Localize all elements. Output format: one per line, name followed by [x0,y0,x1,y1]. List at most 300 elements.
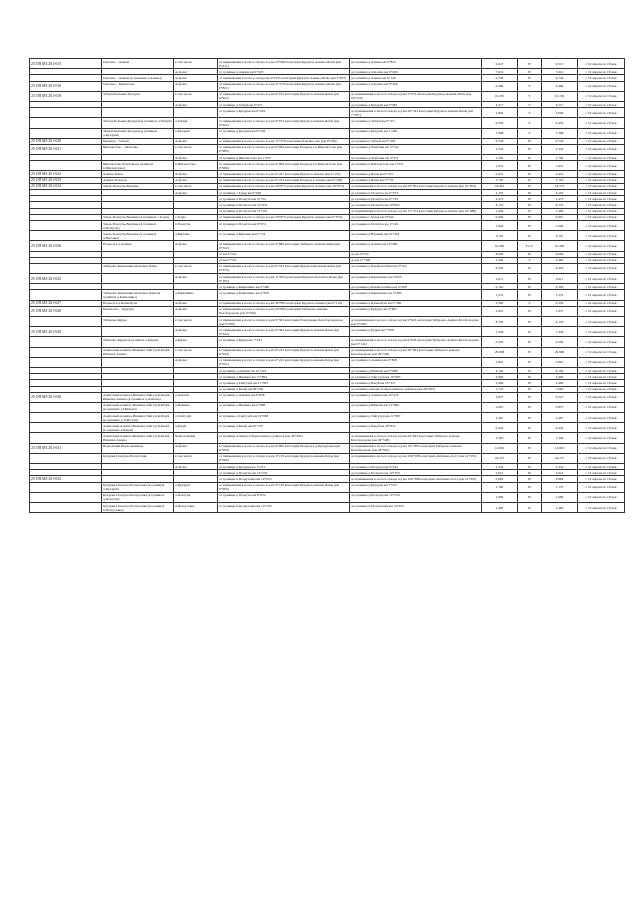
table-row [30,317,625,327]
id-cell [30,337,102,347]
name-cell: Шиловстово-Чаштовы (в границах п.Шиловстово) [102,161,174,171]
type-cell: Асфальт [174,69,218,75]
from-cell: от примыкания к полосе отвода а/д км 17+350 категории Ольгино-Зал (км 0+596) [218,138,350,144]
period-cell: с 19 апреля по 18 мая [578,464,625,470]
length2-cell: 8,150 [542,317,578,327]
type-cell: Асфальт [174,306,218,316]
id-cell: 25 OП MЗ 201-025 [30,274,102,284]
name-cell: Забауй-Большие Кулдуки (в границах д.Кулдуки) [102,128,174,138]
name-cell [102,327,174,337]
length-cell: 0,900 [482,214,518,220]
from-cell: от примыкания к полосе отвода а/д км 0+222 категории Курумоч-Азиана-Ялпы (км 0+022) [218,347,350,357]
id-cell: 25 OП MЗ 201-016 [30,81,102,91]
name-cell: Забауй-Большие Кулдуки [102,91,174,101]
period-cell: с 19 апреля по 18 мая [578,241,625,251]
type-cell: п.Полеутовка [174,502,218,512]
length2-cell: 1,274 [542,290,578,300]
period-cell: с 19 апреля по 18 мая [578,91,625,101]
table-row [30,118,625,128]
type-cell: д.Кулдуки [174,482,218,492]
from-cell: от примыкания к полосе отвода а/д км 9+302 категории Поворзнево-Белобородовское (км 0+280) [218,317,350,327]
category-cell: IV [518,202,542,208]
length-cell: 4,153 [482,190,518,196]
from-cell: от границы п.Полеутовка км 10+350 [218,502,350,512]
id-cell: 25 OП MЗ 201-027 [30,300,102,306]
type-cell: в том числе [174,453,218,463]
id-cell [30,357,102,367]
type-cell: в том числе [174,317,218,327]
period-cell: с 19 апреля по 18 мая [578,183,625,189]
from-cell: от примыкания к полосе отвода а/д км 21+033 категории Курумоч-Азиана-Ялпы (км 0+821) [218,81,350,91]
length-cell: 8,000 [482,251,518,257]
name-cell: Азиана-Подъезд [102,177,174,183]
to-cell: до границы д.Чаштовы км 3+311 [350,155,482,161]
period-cell: с 19 апреля по 18 мая [578,482,625,492]
length2-cell: 8,000 [542,251,578,257]
period-cell: с 19 апреля по 18 мая [578,274,625,284]
length2-cell: 0,517 [542,59,578,69]
length-cell: 0,647 [482,59,518,69]
category-cell: IV [518,251,542,257]
type-cell [174,108,218,118]
length-cell: 10,200 [482,241,518,251]
name-cell: Азиатовый-Азиатка-Ишмаил-Тайгучуй-Бачуй-Ишмаил-Азиана (в границах д.Азиатка) [102,392,174,402]
name-cell: Кулдуки-Полеуты-Полеутовка (в границах д.Полеуты) [102,492,174,502]
to-cell: до границы п.Полеуты км 0+734 [350,196,482,202]
name-cell: Шиловстово – Чаштовы [102,144,174,154]
from-cell: от км 0+552 [218,257,350,263]
length-cell: 4,911 [482,274,518,284]
name-cell [102,357,174,367]
category-cell: IV [518,413,542,423]
category-cell: IV [518,220,542,230]
to-cell: до границы п.Полеуты км 0+074 [350,190,482,196]
length2-cell: 0,882 [542,476,578,482]
period-cell: с 19 апреля по 18 мая [578,327,625,337]
period-cell: с 19 апреля по 18 мая [578,347,625,357]
length2-cell: 3,763 [542,177,578,183]
category-cell: IV [518,374,542,380]
to-cell: до границы д.Кирюшино км 4+635 [350,274,482,284]
from-cell: от границы д.Азиатка км 0+828 [218,392,350,402]
table-row [30,144,625,154]
type-cell: в том числе [174,347,218,357]
period-cell: с 19 апреля по 18 мая [578,476,625,482]
id-cell: 25 OП MЗ 201-026 [30,241,102,251]
from-cell: от границы д.Бачуй км 25+357 [218,423,350,433]
length-cell: 1,592 [482,155,518,161]
from-cell: от границы д.Кулдуки км 0+108 [218,128,350,138]
length2-cell: 6,403 [542,263,578,273]
category-cell: IV [518,290,542,300]
length-cell: 0,459 [482,118,518,128]
category-cell: IV [518,306,542,316]
type-cell: д.Забауй [174,118,218,128]
length2-cell: 0,442 [542,423,578,433]
name-cell: Подъезд к д.Азиана [102,241,174,251]
to-cell: до примыкания к полосе отвода а/д км 29+854 категории Курумоч-Азиана (км 10+854) [350,183,482,189]
name-cell: Зонда-Полеуты-Верхние (в границах д.Верхние) [102,231,174,241]
period-cell: с 19 апреля по 18 мая [578,155,625,161]
category-cell: IV [518,380,542,386]
type-cell: Асфальт [174,101,218,107]
id-cell: 25 OП MЗ 201-015 [30,59,102,69]
table-row [30,263,625,273]
category-cell: V [518,81,542,91]
length-cell: 3,460 [482,380,518,386]
type-cell: Асфальт [174,171,218,177]
table-row [30,413,625,423]
name-cell: Зонда-Полеуты-Верхние (в границах п.Полеуты) [102,220,174,230]
length-cell: 4,517 [482,101,518,107]
id-cell: 25 OП MЗ 201-028 [30,306,102,316]
length-cell: 5,614 [482,470,518,476]
length-cell: 1,464 [482,208,518,214]
category-cell: IV [518,155,542,161]
period-cell: с 19 апреля по 18 мая [578,108,625,118]
category-cell: IV [518,357,542,367]
name-cell: Азиатовый-Азиатка-Ишмаил-Тайгучуй-Бачуй (в границах д.Ишмаил) [102,402,174,412]
from-cell: от границы д.Забауй км 0+471 [218,101,350,107]
to-cell: до границы д.Азиатка км 0+828 [350,357,482,367]
length-cell: 0,163 [482,284,518,290]
length2-cell: 4,164 [542,367,578,373]
length2-cell: 5,861 [542,357,578,367]
length-cell: 0,110 [482,231,518,241]
table-row [30,81,625,91]
id-cell [30,108,102,118]
length-cell: 1,368 [482,128,518,138]
type-cell: Асфальт [174,177,218,183]
from-cell: от границы д.Азиана км 0+325 [218,69,350,75]
table-row [30,357,625,367]
period-cell: с 19 апреля по 18 мая [578,386,625,392]
type-cell: п.Полеуты [174,220,218,230]
length2-cell: 24,137 [542,453,578,463]
period-cell: с 19 апреля по 18 мая [578,380,625,386]
from-cell: от примыкания к полосе отвода а/д км 24+896 категории Тибарово-Азиана-Белобородово (км 0+260) [218,306,350,316]
from-cell: от границы Азиатка и Черноземного районов (км 29+303) [218,433,350,443]
from-cell: от границы п.Шиловстово км 1+637 [218,155,350,161]
to-cell: до границы д.Кулдуки км 1+465 [350,128,482,138]
road-restrictions-table [29,58,624,513]
table-row [30,306,625,316]
name-cell: Кирюша – Забауй [102,138,174,144]
length-cell: 2,200 [482,257,518,263]
to-cell: до границы д.Кудурча км 2+867 [350,306,482,316]
length2-cell: 0,359 [542,300,578,306]
period-cell: с 19 апреля по 18 мая [578,257,625,263]
from-cell: от примыкания к полосе отвода а/д км 9+302 категории Курумоч-Азиана-Ялпы (км 0+322) [218,327,350,337]
to-cell: до границы д.Кирюшино км 5+480 [350,290,482,300]
to-cell: до примыкания к полосе отвода а/д км 9+643 категории Тибарово-Азиана-Белобородово (км 0+141) [350,337,482,347]
period-cell: с 19 апреля по 18 мая [578,118,625,128]
category-cell: IV [518,482,542,492]
type-cell: Асфальт [174,357,218,367]
table-row [30,443,625,453]
to-cell: до границы д.Ишмаил км 0+868 [350,367,482,373]
period-cell: с 19 апреля по 18 мая [578,367,625,373]
length-cell: 0,882 [482,476,518,482]
table-row [30,492,625,502]
type-cell: в том числе [174,59,218,69]
from-cell: от границы д.Полеуты км 6+054 [218,492,350,502]
period-cell: с 19 апреля по 18 мая [578,392,625,402]
to-cell: до примыкания к полосе отвода а/д км 3+053 категории Курумоч-Азиана-Ялпы (км 09+225) [350,91,482,101]
length2-cell: 10,139 [542,91,578,101]
table-row [30,433,625,443]
length-cell: 2,857 [482,392,518,402]
length-cell: 12,801 [482,443,518,453]
to-cell: до км 11+548 [350,257,482,263]
from-cell: от границы д.Кулдуки км 0+459 [218,108,350,118]
to-cell: до примыкания к полосе отвода а/д км 29+843 категории Тибарово-Азиана-Белобородово (км 29+548) [350,347,482,357]
length2-cell: 5,614 [542,470,578,476]
category-cell: IV [518,208,542,214]
length2-cell: 4,517 [542,101,578,107]
length-cell: 3,763 [482,177,518,183]
id-cell: 25 OП MЗ 201-030 [30,392,102,402]
length-cell: 2,497 [482,413,518,423]
length2-cell: 1,060 [542,386,578,392]
id-cell [30,231,102,241]
to-cell: до границы д.Ишмаил км 15+864 [350,402,482,412]
to-cell: до границы п.Полеуты км 10+642 [350,202,482,208]
type-cell: д.Курри [174,337,218,347]
table-row [30,220,625,230]
name-cell: Тибарово-Кирюшино-Балашов Ялпы [102,263,174,273]
length2-cell: 3,900 [542,374,578,380]
length-cell: 10,235 [482,91,518,101]
length-cell: 7,458 [482,327,518,337]
type-cell: Асфальт [174,81,218,91]
to-cell: до границы д.Азиана км 0+120 [350,75,482,81]
length2-cell: 0,459 [542,118,578,128]
length-cell: 1,180 [482,482,518,492]
table-row [30,290,625,300]
to-cell: до примыкания к полосе отвода а/д км 100+388 категории «Кабакан-24-12 (км 14+935) [350,476,482,482]
length-cell: 1,274 [482,290,518,300]
from-cell: от границы д.Бачуй км 28+436 [218,386,350,392]
category-cell: IV [518,263,542,273]
length2-cell: 2,354 [542,464,578,470]
name-cell: Подъезд к д.Ялпы-Кузи [102,300,174,306]
period-cell: с 19 апреля по 18 мая [578,357,625,367]
length2-cell: 3,096 [542,108,578,118]
type-cell: д.Тайгучуй [174,413,218,423]
type-cell: Асфальт [174,300,218,306]
length2-cell: 4,255 [542,190,578,196]
from-cell: от границы п.Полеуты км 10+631 [218,202,350,208]
category-cell: IV [518,69,542,75]
id-cell: 25 OП MЗ 201-021 [30,144,102,154]
category-cell: IV [518,453,542,463]
table-row [30,347,625,357]
length2-cell: 1,951 [542,161,578,171]
to-cell: до границы д.Ялпы км 0+451 [350,171,482,177]
category-cell: IV [518,214,542,220]
type-cell: д.Ишмаил [174,402,218,412]
category-cell: IV [518,231,542,241]
to-cell: до границы д.Ольгино км 0+490 [350,81,482,91]
to-cell: до границы д.Бачуй км 25+357 [350,380,482,386]
from-cell: от примыкания к полосе отвода а/д км 0+437 категории Курумоч-Азиана (км 0+135) [218,171,350,177]
to-cell: до примыкания к полосе отвода а/д км 29+843 категории Тибарово-Азиана-Белобородово (км 29+548) [350,433,482,443]
length-cell: 4,164 [482,367,518,373]
length2-cell: 0,749 [542,75,578,81]
period-cell: с 19 апреля по 18 мая [578,413,625,423]
period-cell: с 19 апреля по 18 мая [578,443,625,453]
to-cell: до примыкания к полосе отвода а/д км 20+343 категории Курумоч-Азиана-Ялпы (км 7+297) [350,108,482,118]
from-cell: от примыкания к полосе отвода а/д км 0+222 категории Курумоч-Азиана-Ялпы (км 0+022) [218,357,350,367]
period-cell: с 19 апреля по 18 мая [578,402,625,412]
to-cell: до границы д.Полеуты км 6+054 [350,464,482,470]
period-cell: с 19 апреля по 18 мая [578,231,625,241]
length-cell: 0,442 [482,423,518,433]
length2-cell: 1,170 [542,482,578,492]
length2-cell: 0,901 [542,214,578,220]
name-cell [102,108,174,118]
to-cell: до границы с.Зонда км 0+940 [350,214,482,220]
period-cell: с 19 апреля по 18 мая [578,263,625,273]
to-cell: до границы д.Чаштовы км 3+544 [350,144,482,154]
table-row [30,128,625,138]
category-cell: IV [518,161,542,171]
category-cell: IV [518,476,542,482]
to-cell: до границы д.Тайгучуй км 21+897 [350,413,482,423]
from-cell: от примыкания к полосе отвода а/д км 25+980 категории Курумоч-Азиана-Ялпы (км 0+411) [218,59,350,69]
length-cell: 29,968 [482,347,518,357]
id-cell [30,433,102,443]
from-cell: от примыкания к полосе отвода а/д км 11+825 категории Курумоч-Балашов-Ялпы (км 0+182) [218,274,350,284]
name-cell: Кулдуки-Полеуты-Полеутовка (в границах п.Полеутовка) [102,502,174,512]
from-cell: от границы п.Полеутовка км 14+053 [218,476,350,482]
table-row [30,108,625,118]
to-cell: до примыкания к полосе отвода а/д км 9+643 категории Тибарово-Азиана-Белобородово (км 0+280) [350,317,482,327]
table-row [30,392,625,402]
period-cell: с 19 апреля по 18 мая [578,502,625,512]
to-cell: до границы д.Ольгино км 0+490 [350,69,482,75]
id-cell: 25 OП MЗ 201-029 [30,327,102,337]
from-cell: от границы д.Курри км 7+633 [218,337,350,347]
id-cell: 25 OП MЗ 201-018 [30,91,102,101]
length2-cell: 7,610 [542,69,578,75]
period-cell: с 19 апреля по 18 мая [578,128,625,138]
id-cell: 25 OП MЗ 201-024 [30,183,102,189]
from-cell: от границы д.Полеуты км 10+234 [218,470,350,476]
length2-cell: 2,473 [542,196,578,202]
id-cell: 25 OП MЗ 201-031 [30,443,102,453]
table-row [30,423,625,433]
from-cell: от границы п.Полеуты км 15+501 [218,208,350,214]
category-cell: IV [518,317,542,327]
name-cell: Тибарово-Курри [102,317,174,327]
from-cell: от примыкания к полосе отвода а/д км 30+885 категории Курумоч-Азиана (км 0+119) [218,300,350,306]
from-cell: от границы п.Полеуты км 0+734 [218,196,350,202]
id-cell: 25 OП MЗ 201-020 [30,138,102,144]
from-cell: от примыкания к полосе отвода а/д км 0+183 категории Курумоч-Балашов-Ялпы (км 0+073) [218,263,350,273]
from-cell: от примыкания к полосе отвода а/д км 29+875 категории Курумоч-Азиана (км 29+874) [218,183,350,189]
id-cell [30,161,102,171]
category-cell: IV [518,327,542,337]
id-cell [30,347,102,357]
from-cell: от границы д.Ишмаил км 15+864 [218,374,350,380]
name-cell: Забауй-Большие Кулдуки (в границах д.Забауй) [102,118,174,128]
type-cell: Асфальт [174,241,218,251]
period-cell: с 19 апреля по 18 мая [578,190,625,196]
type-cell: Асфальт [174,443,218,453]
length2-cell: 29,968 [542,347,578,357]
table-row [30,337,625,347]
category-cell: IV [518,171,542,177]
type-cell: в том числе [174,263,218,273]
category-cell: IV [518,464,542,470]
type-cell: Асфальт [174,155,218,161]
length-cell: 1,951 [482,161,518,171]
from-cell: от границы с.Зонда км 0+940 [218,190,350,196]
period-cell: с 19 апреля по 18 мая [578,317,625,327]
id-cell [30,502,102,512]
length-cell: 1,686 [482,492,518,502]
from-cell: от границы д.Кирюшино км 4+635 [218,290,350,300]
length-cell: 6,403 [482,263,518,273]
period-cell: с 19 апреля по 18 мая [578,337,625,347]
type-cell: д.Азиатка [174,392,218,402]
category-cell: IV [518,433,542,443]
id-cell [30,402,102,412]
length-cell: 2,544 [482,144,518,154]
to-cell: до км 0+552 [350,251,482,257]
table-row [30,482,625,492]
period-cell: с 19 апреля по 18 мая [578,69,625,75]
length2-cell: 1,709 [542,155,578,161]
from-cell: от границы п.Полеуты км 0+074 [218,220,350,230]
period-cell: с 19 апреля по 18 мая [578,138,625,144]
category-cell: IV [518,423,542,433]
table-body [30,59,625,513]
type-cell: в том числе [174,144,218,154]
to-cell: до границы п.Шиловстово км 1+637 [350,161,482,171]
length-cell: 1,153 [482,386,518,392]
length2-cell: 2,497 [542,413,578,423]
name-cell: Кулдуки-Полеуты-Полеутовка [102,453,174,463]
id-cell [30,290,102,300]
table-row [30,91,625,101]
table-row [30,402,625,412]
name-cell: Ольгино – Азиана (в границах д.Азиана) [102,75,174,81]
length-cell: 2,667 [482,402,518,412]
name-cell: Азиатовый-Азиатка-Ишмаил-Тайгучуй-Бачуй-Ишмаил-Азиана [102,347,174,357]
name-cell: Азиана-Ялпы [102,171,174,177]
category-cell: IV [518,337,542,347]
from-cell: от км 0+552 [218,251,350,257]
period-cell: с 19 апреля по 18 мая [578,453,625,463]
category-cell: IV [518,402,542,412]
from-cell: от границы д.Тайгучуй км 21+897 [218,380,350,386]
category-cell: IV [518,196,542,202]
type-cell: Асфальт [174,464,218,470]
name-cell: Кулдуки-Полеуты-Полеутовка (в границах д.Кулдуки) [102,482,174,492]
to-cell: до границы д.Кулдуки км 1+251 [350,482,482,492]
category-cell: IV [518,367,542,373]
length-cell: 24,137 [482,453,518,463]
length-cell: 0,749 [482,75,518,81]
length2-cell: 18,573 [542,183,578,189]
to-cell: до границы д.Курри км 7+633 [350,327,482,337]
type-cell: д.Кулдуки [174,128,218,138]
length-cell: 1,303 [482,433,518,443]
length2-cell: 2,200 [542,257,578,263]
